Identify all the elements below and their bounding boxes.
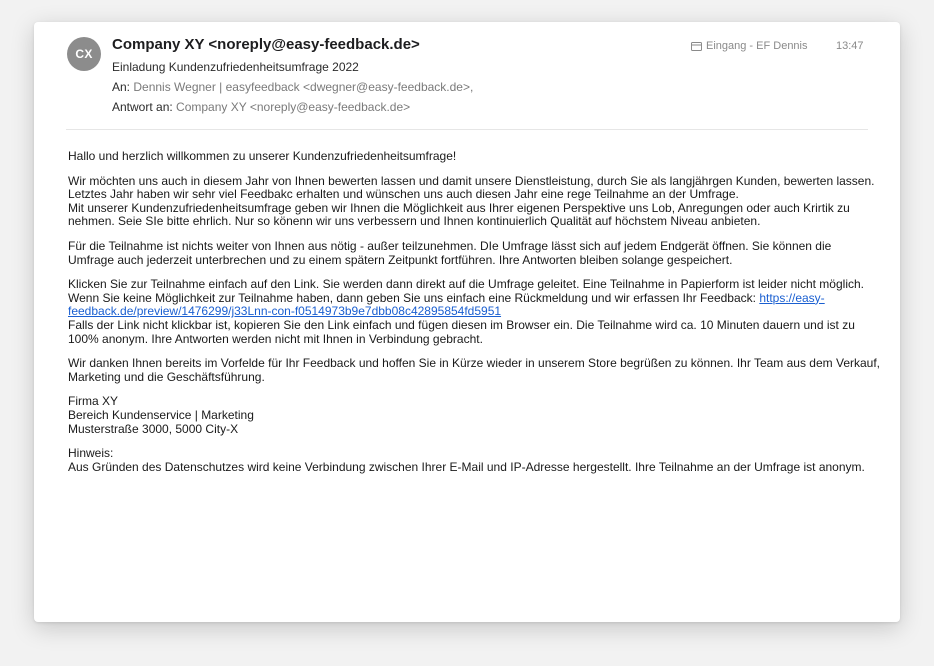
- email-header: [34, 22, 900, 132]
- greeting-paragraph: Hallo und herzlich willkommen zu unserer Kundenzufriedenheitsumfrage!: [68, 149, 457, 163]
- intro-text-1: Wir möchten uns auch in diesem Jahr von Ihnen bewerten lassen und damit unsere Dienstleistung, durch Sie als langjährgen Kunden, bewerten lassen. Letztes Jahr haben wir sehr viel Feedbakc erhalten und wünschen uns auch diesen Jahr eine rege Teilnahme an der Umfrage.: [68, 173, 875, 202]
- received-time: 13:47: [836, 40, 864, 52]
- note-text: Aus Gründen des Datenschutzes wird keine Verbindung zwischen Ihrer E-Mail und IP-Adresse hergestellt. Ihre Teilnahme an der Umfrage ist anonym.: [68, 459, 865, 474]
- inbox-tray-icon: [691, 42, 702, 51]
- survey-link[interactable]: https://easy-feedback.de/preview/1476299/j33Lnn-con-f0514973b9e7dbb08c42895854fd5951: [68, 290, 825, 319]
- link-paragraph: [68, 278, 880, 346]
- note-label: Hinweis:: [68, 446, 114, 461]
- mailbox-indicator[interactable]: [691, 40, 808, 52]
- recipient-line: [112, 80, 473, 94]
- to-value[interactable]: Dennis Wegner | easyfeedback <dwegner@easy-feedback.de>,: [133, 80, 474, 94]
- link-fallback-text: Falls der Link nicht klickbar ist, kopieren Sie den Link einfach und fügen diesen im Browser ein. Die Teilnahme wird ca. 10 Minuten dauern und ist zu 100% anonym. Ihre Antworten werden nicht mit Ihnen in Verbindung gebracht.: [68, 317, 855, 346]
- signature-company: Firma XY: [68, 394, 119, 409]
- intro-text-2: Mit unserer Kundenzufriedenheitsumfrage geben wir Ihnen die Möglichkeit aus Ihrer eigenen Perspektive uns Lob, Anregungen oder auch Krirtik zu nehmen. Seie SIe bitte ehrlich. Nur so könenn wir uns verbessern und Ihnen kontinuierlich Qualität auf höchstem Niveau anbieten.: [68, 200, 850, 229]
- signature-department: Bereich Kundenservice | Marketing: [68, 407, 254, 422]
- intro-paragraph: [68, 175, 880, 229]
- signature-address: Musterstraße 3000, 5000 City-X: [68, 421, 239, 436]
- email-body: [68, 150, 880, 485]
- sender-avatar: CX: [67, 37, 101, 71]
- participation-paragraph: Für die Teilnahme ist nichts weiter von Ihnen aus nötig - außer teilzunehmen. DIe Umfrage lässt sich auf jedem Endgerät öffnen. Sie können die Umfrage auch jederzeit unterbrechen und zu einem spätern Zeitpunkt fortführen. Ihre Antworten bleiben solange gespeichert.: [68, 238, 832, 267]
- email-subject: Einladung Kundenzufriedenheitsumfrage 2022: [112, 60, 359, 74]
- email-message-card: [34, 22, 900, 622]
- reply-to-value[interactable]: Company XY <noreply@easy-feedback.de>: [176, 100, 411, 114]
- privacy-note: [68, 447, 880, 474]
- sender-name[interactable]: Company XY <noreply@easy-feedback.de>: [112, 36, 420, 53]
- mailbox-name: Eingang - EF Dennis: [706, 40, 808, 52]
- thanks-paragraph: Wir danken Ihnen bereits im Vorfelde für Ihr Feedback und hoffen Sie in Kürze wieder in unserem Store begrüßen zu können. Ihr Team aus dem Verkauf, Marketing und die Geschäftsführung.: [68, 356, 881, 384]
- header-divider: [66, 129, 868, 130]
- to-label: An:: [112, 80, 131, 94]
- reply-to-label: Antwort an:: [112, 100, 173, 114]
- reply-to-line: [112, 100, 410, 114]
- signature-block: [68, 395, 880, 436]
- link-intro-text: Klicken Sie zur Teilnahme einfach auf den Link. Sie werden dann direkt auf die Umfrage geleitet. Eine Teilnahme in Papierform ist leider nicht möglich. Wenn Sie keine Möglichkeit zur Teilnahme haben, dann geben Sie uns einfach eine Rückmeldung und wir erfassen Ihr Feedback:: [68, 277, 864, 305]
